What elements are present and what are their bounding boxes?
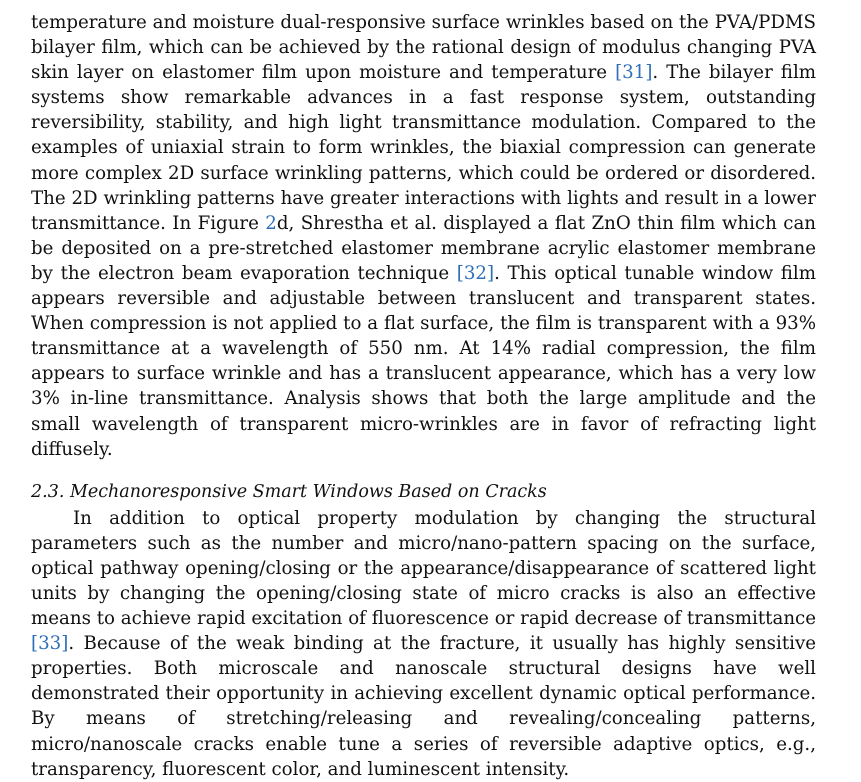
paper-page: [31, 10, 816, 782]
paragraph-text: . The bilayer film systems show remarkable advances in a fast response system, outstanding reversibility, stability, and high light transmittance modulation. Compared to the examples of uniaxial strain to form wrinkles, the biaxial compression can generate more complex 2D surface wrinkling patterns, which could be ordered or disordered. The 2D wrinkling patterns have greater interactions with lights and result in a lower transmittance. In Figure: [31, 62, 817, 234]
section-heading: 2.3. Mechanoresponsive Smart Windows Based on Cracks: [31, 481, 547, 502]
paragraph-text: . Because of the weak binding at the fracture, it usually has highly sensitive properties. Both microscale and nanoscale structural designs have well demonstrated their opportunity in achieving excellent dynamic optical performance. By means of stretching/releasing and revealing/concealing patterns, micro/nanoscale cracks enable tune a series of reversible adaptive optics, e.g., transparency, fluorescent color, and luminescent intensity.: [31, 633, 816, 780]
citation-link-32[interactable]: [32]: [456, 262, 495, 284]
figure-link-2[interactable]: 2: [265, 212, 277, 234]
body-paragraph-cracks: [31, 506, 816, 782]
paragraph-text: d, Shrestha et al. displayed a flat ZnO thin film which can be deposited on a pre-stretched elastomer membrane acrylic elastomer membrane by the electron beam evaporation technique: [31, 212, 816, 284]
paragraph-text: In addition to optical property modulation by changing the structural parameters such as the number and micro/nano-pattern spacing on the surface, optical pathway opening/closing or the appearance/disappearance of scattered light units by changing the opening/closing state of micro cracks is also an effective means to achieve rapid excitation of fluorescence or rapid decrease of transmittance: [31, 507, 816, 630]
body-paragraph-wrinkles: [31, 10, 816, 462]
citation-link-33[interactable]: [33]: [31, 633, 69, 655]
citation-link-31[interactable]: [31]: [615, 62, 653, 84]
paragraph-text: temperature and moisture dual-responsive surface wrinkles based on the PVA/PDMS bilayer film, which can be achieved by the rational design of modulus changing PVA skin layer on elastomer film upon moisture and temperature: [31, 12, 816, 84]
paragraph-text: . This optical tunable window film appears reversible and adjustable between translucent and transparent states. When compression is not applied to a flat surface, the film is transparent with a 93% transmittance at a wavelength of 550 nm. At 14% radial compression, the film appears to surface wrinkle and has a translucent appearance, which has a very low 3% in-line transmittance. Analysis shows that both the large amplitude and the small wavelength of transparent micro-wrinkles are in favor of refracting light diffusely.: [31, 262, 816, 460]
